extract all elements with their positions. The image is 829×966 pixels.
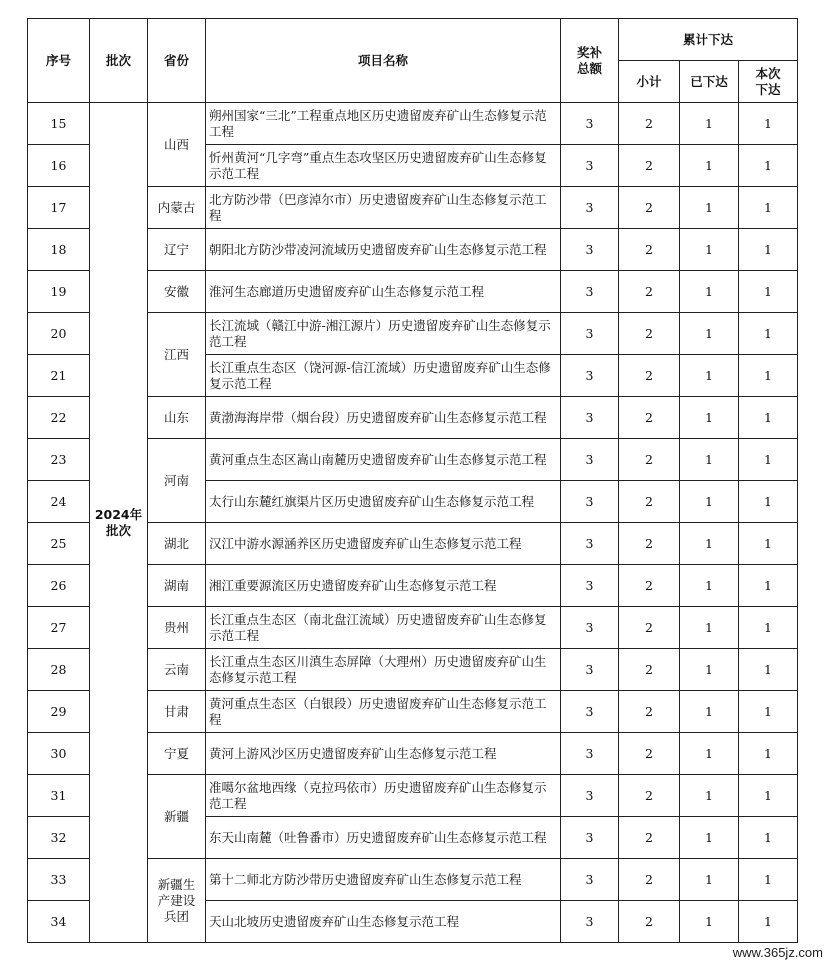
row-project-name: 朔州国家“三北”工程重点地区历史遗留废弃矿山生态修复示范工程: [206, 103, 561, 145]
row-subtotal: 2: [619, 481, 680, 523]
row-issued: 1: [680, 817, 739, 859]
row-issued: 1: [680, 523, 739, 565]
row-current: 1: [739, 733, 798, 775]
row-seq: 23: [28, 439, 90, 481]
province-cell: 甘肃: [148, 691, 206, 733]
row-project-name: 长江重点生态区（饶河源-信江流域）历史遗留废弃矿山生态修复示范工程: [206, 355, 561, 397]
row-project-name: 第十二师北方防沙带历史遗留废弃矿山生态修复示范工程: [206, 859, 561, 901]
table-body: [28, 103, 798, 943]
row-project-name: 准噶尔盆地西缘（克拉玛依市）历史遗留废弃矿山生态修复示范工程: [206, 775, 561, 817]
row-total: 3: [561, 271, 619, 313]
row-project-name: 黄河上游风沙区历史遗留废弃矿山生态修复示范工程: [206, 733, 561, 775]
row-seq: 17: [28, 187, 90, 229]
row-current: 1: [739, 859, 798, 901]
row-total: 3: [561, 439, 619, 481]
row-current: 1: [739, 565, 798, 607]
province-cell: 江西: [148, 313, 206, 397]
batch-cell: 2024年 批次: [90, 103, 148, 943]
row-current: 1: [739, 607, 798, 649]
province-cell: 河南: [148, 439, 206, 523]
row-project-name: 淮河生态廊道历史遗留废弃矿山生态修复示范工程: [206, 271, 561, 313]
row-current: 1: [739, 103, 798, 145]
row-issued: 1: [680, 229, 739, 271]
row-subtotal: 2: [619, 607, 680, 649]
row-total: 3: [561, 691, 619, 733]
row-current: 1: [739, 439, 798, 481]
header-batch: 批次: [90, 19, 148, 103]
row-seq: 27: [28, 607, 90, 649]
table-header: [28, 19, 798, 103]
row-issued: 1: [680, 187, 739, 229]
header-project-name: 项目名称: [206, 19, 561, 103]
row-issued: 1: [680, 397, 739, 439]
row-subtotal: 2: [619, 523, 680, 565]
row-current: 1: [739, 649, 798, 691]
row-total: 3: [561, 607, 619, 649]
row-total: 3: [561, 355, 619, 397]
row-subtotal: 2: [619, 355, 680, 397]
row-current: 1: [739, 481, 798, 523]
row-subtotal: 2: [619, 901, 680, 943]
row-subtotal: 2: [619, 565, 680, 607]
row-subtotal: 2: [619, 817, 680, 859]
row-issued: 1: [680, 901, 739, 943]
row-issued: 1: [680, 859, 739, 901]
row-subtotal: 2: [619, 145, 680, 187]
row-subtotal: 2: [619, 397, 680, 439]
row-current: 1: [739, 313, 798, 355]
row-seq: 26: [28, 565, 90, 607]
province-cell: 湖南: [148, 565, 206, 607]
province-cell: 山东: [148, 397, 206, 439]
row-seq: 19: [28, 271, 90, 313]
row-total: 3: [561, 901, 619, 943]
row-project-name: 长江流域（赣江中游-湘江源片）历史遗留废弃矿山生态修复示范工程: [206, 313, 561, 355]
province-cell: 内蒙古: [148, 187, 206, 229]
row-seq: 16: [28, 145, 90, 187]
row-total: 3: [561, 775, 619, 817]
row-current: 1: [739, 145, 798, 187]
row-total: 3: [561, 313, 619, 355]
province-cell: 云南: [148, 649, 206, 691]
row-project-name: 汉江中游水源涵养区历史遗留废弃矿山生态修复示范工程: [206, 523, 561, 565]
row-subtotal: 2: [619, 775, 680, 817]
row-seq: 24: [28, 481, 90, 523]
row-project-name: 长江重点生态区（南北盘江流域）历史遗留废弃矿山生态修复示范工程: [206, 607, 561, 649]
province-cell: 宁夏: [148, 733, 206, 775]
row-issued: 1: [680, 565, 739, 607]
row-issued: 1: [680, 607, 739, 649]
row-project-name: 忻州黄河“几字弯”重点生态攻坚区历史遗留废弃矿山生态修复示范工程: [206, 145, 561, 187]
province-cell: 湖北: [148, 523, 206, 565]
row-total: 3: [561, 817, 619, 859]
row-current: 1: [739, 817, 798, 859]
row-seq: 31: [28, 775, 90, 817]
province-cell: 新疆: [148, 775, 206, 859]
row-seq: 30: [28, 733, 90, 775]
row-issued: 1: [680, 439, 739, 481]
row-current: 1: [739, 901, 798, 943]
row-seq: 20: [28, 313, 90, 355]
row-subtotal: 2: [619, 733, 680, 775]
row-current: 1: [739, 691, 798, 733]
row-seq: 22: [28, 397, 90, 439]
row-seq: 29: [28, 691, 90, 733]
row-total: 3: [561, 145, 619, 187]
row-current: 1: [739, 187, 798, 229]
row-total: 3: [561, 103, 619, 145]
row-total: 3: [561, 733, 619, 775]
row-seq: 28: [28, 649, 90, 691]
row-project-name: 湘江重要源流区历史遗留废弃矿山生态修复示范工程: [206, 565, 561, 607]
row-project-name: 黄渤海海岸带（烟台段）历史遗留废弃矿山生态修复示范工程: [206, 397, 561, 439]
row-seq: 34: [28, 901, 90, 943]
row-total: 3: [561, 229, 619, 271]
row-current: 1: [739, 229, 798, 271]
row-issued: 1: [680, 691, 739, 733]
province-cell: 贵州: [148, 607, 206, 649]
row-current: 1: [739, 397, 798, 439]
row-issued: 1: [680, 313, 739, 355]
header-seq: 序号: [28, 19, 90, 103]
province-cell: 新疆生 产建设 兵团: [148, 859, 206, 943]
row-subtotal: 2: [619, 103, 680, 145]
row-current: 1: [739, 523, 798, 565]
row-subtotal: 2: [619, 439, 680, 481]
row-project-name: 天山北坡历史遗留废弃矿山生态修复示范工程: [206, 901, 561, 943]
header-cumulative: 累计下达: [619, 19, 798, 61]
row-project-name: 黄河重点生态区嵩山南麓历史遗留废弃矿山生态修复示范工程: [206, 439, 561, 481]
row-issued: 1: [680, 103, 739, 145]
header-issued: 已下达: [680, 61, 739, 103]
row-seq: 21: [28, 355, 90, 397]
province-cell: 安徽: [148, 271, 206, 313]
province-cell: 辽宁: [148, 229, 206, 271]
row-total: 3: [561, 565, 619, 607]
row-issued: 1: [680, 145, 739, 187]
row-issued: 1: [680, 481, 739, 523]
row-seq: 18: [28, 229, 90, 271]
row-current: 1: [739, 271, 798, 313]
row-total: 3: [561, 481, 619, 523]
row-total: 3: [561, 187, 619, 229]
row-issued: 1: [680, 271, 739, 313]
row-subtotal: 2: [619, 691, 680, 733]
row-total: 3: [561, 649, 619, 691]
header-current: 本次 下达: [739, 61, 798, 103]
row-issued: 1: [680, 733, 739, 775]
row-subtotal: 2: [619, 187, 680, 229]
table-row: [28, 103, 798, 145]
row-subtotal: 2: [619, 649, 680, 691]
row-subtotal: 2: [619, 859, 680, 901]
row-issued: 1: [680, 649, 739, 691]
row-project-name: 东天山南麓（吐鲁番市）历史遗留废弃矿山生态修复示范工程: [206, 817, 561, 859]
row-project-name: 北方防沙带（巴彦淖尔市）历史遗留废弃矿山生态修复示范工程: [206, 187, 561, 229]
row-seq: 15: [28, 103, 90, 145]
row-project-name: 朝阳北方防沙带凌河流域历史遗留废弃矿山生态修复示范工程: [206, 229, 561, 271]
row-project-name: 太行山东麓红旗渠片区历史遗留废弃矿山生态修复示范工程: [206, 481, 561, 523]
row-seq: 33: [28, 859, 90, 901]
row-project-name: 长江重点生态区川滇生态屏障（大理州）历史遗留废弃矿山生态修复示范工程: [206, 649, 561, 691]
watermark: www.365jz.com: [732, 945, 823, 960]
row-total: 3: [561, 397, 619, 439]
funding-table: [27, 18, 798, 943]
row-current: 1: [739, 775, 798, 817]
row-subtotal: 2: [619, 271, 680, 313]
row-seq: 25: [28, 523, 90, 565]
header-total: 奖补 总额: [561, 19, 619, 103]
row-issued: 1: [680, 355, 739, 397]
row-subtotal: 2: [619, 313, 680, 355]
row-issued: 1: [680, 775, 739, 817]
header-subtotal: 小计: [619, 61, 680, 103]
row-total: 3: [561, 523, 619, 565]
header-province: 省份: [148, 19, 206, 103]
row-total: 3: [561, 859, 619, 901]
row-current: 1: [739, 355, 798, 397]
row-subtotal: 2: [619, 229, 680, 271]
row-seq: 32: [28, 817, 90, 859]
row-project-name: 黄河重点生态区（白银段）历史遗留废弃矿山生态修复示范工程: [206, 691, 561, 733]
province-cell: 山西: [148, 103, 206, 187]
